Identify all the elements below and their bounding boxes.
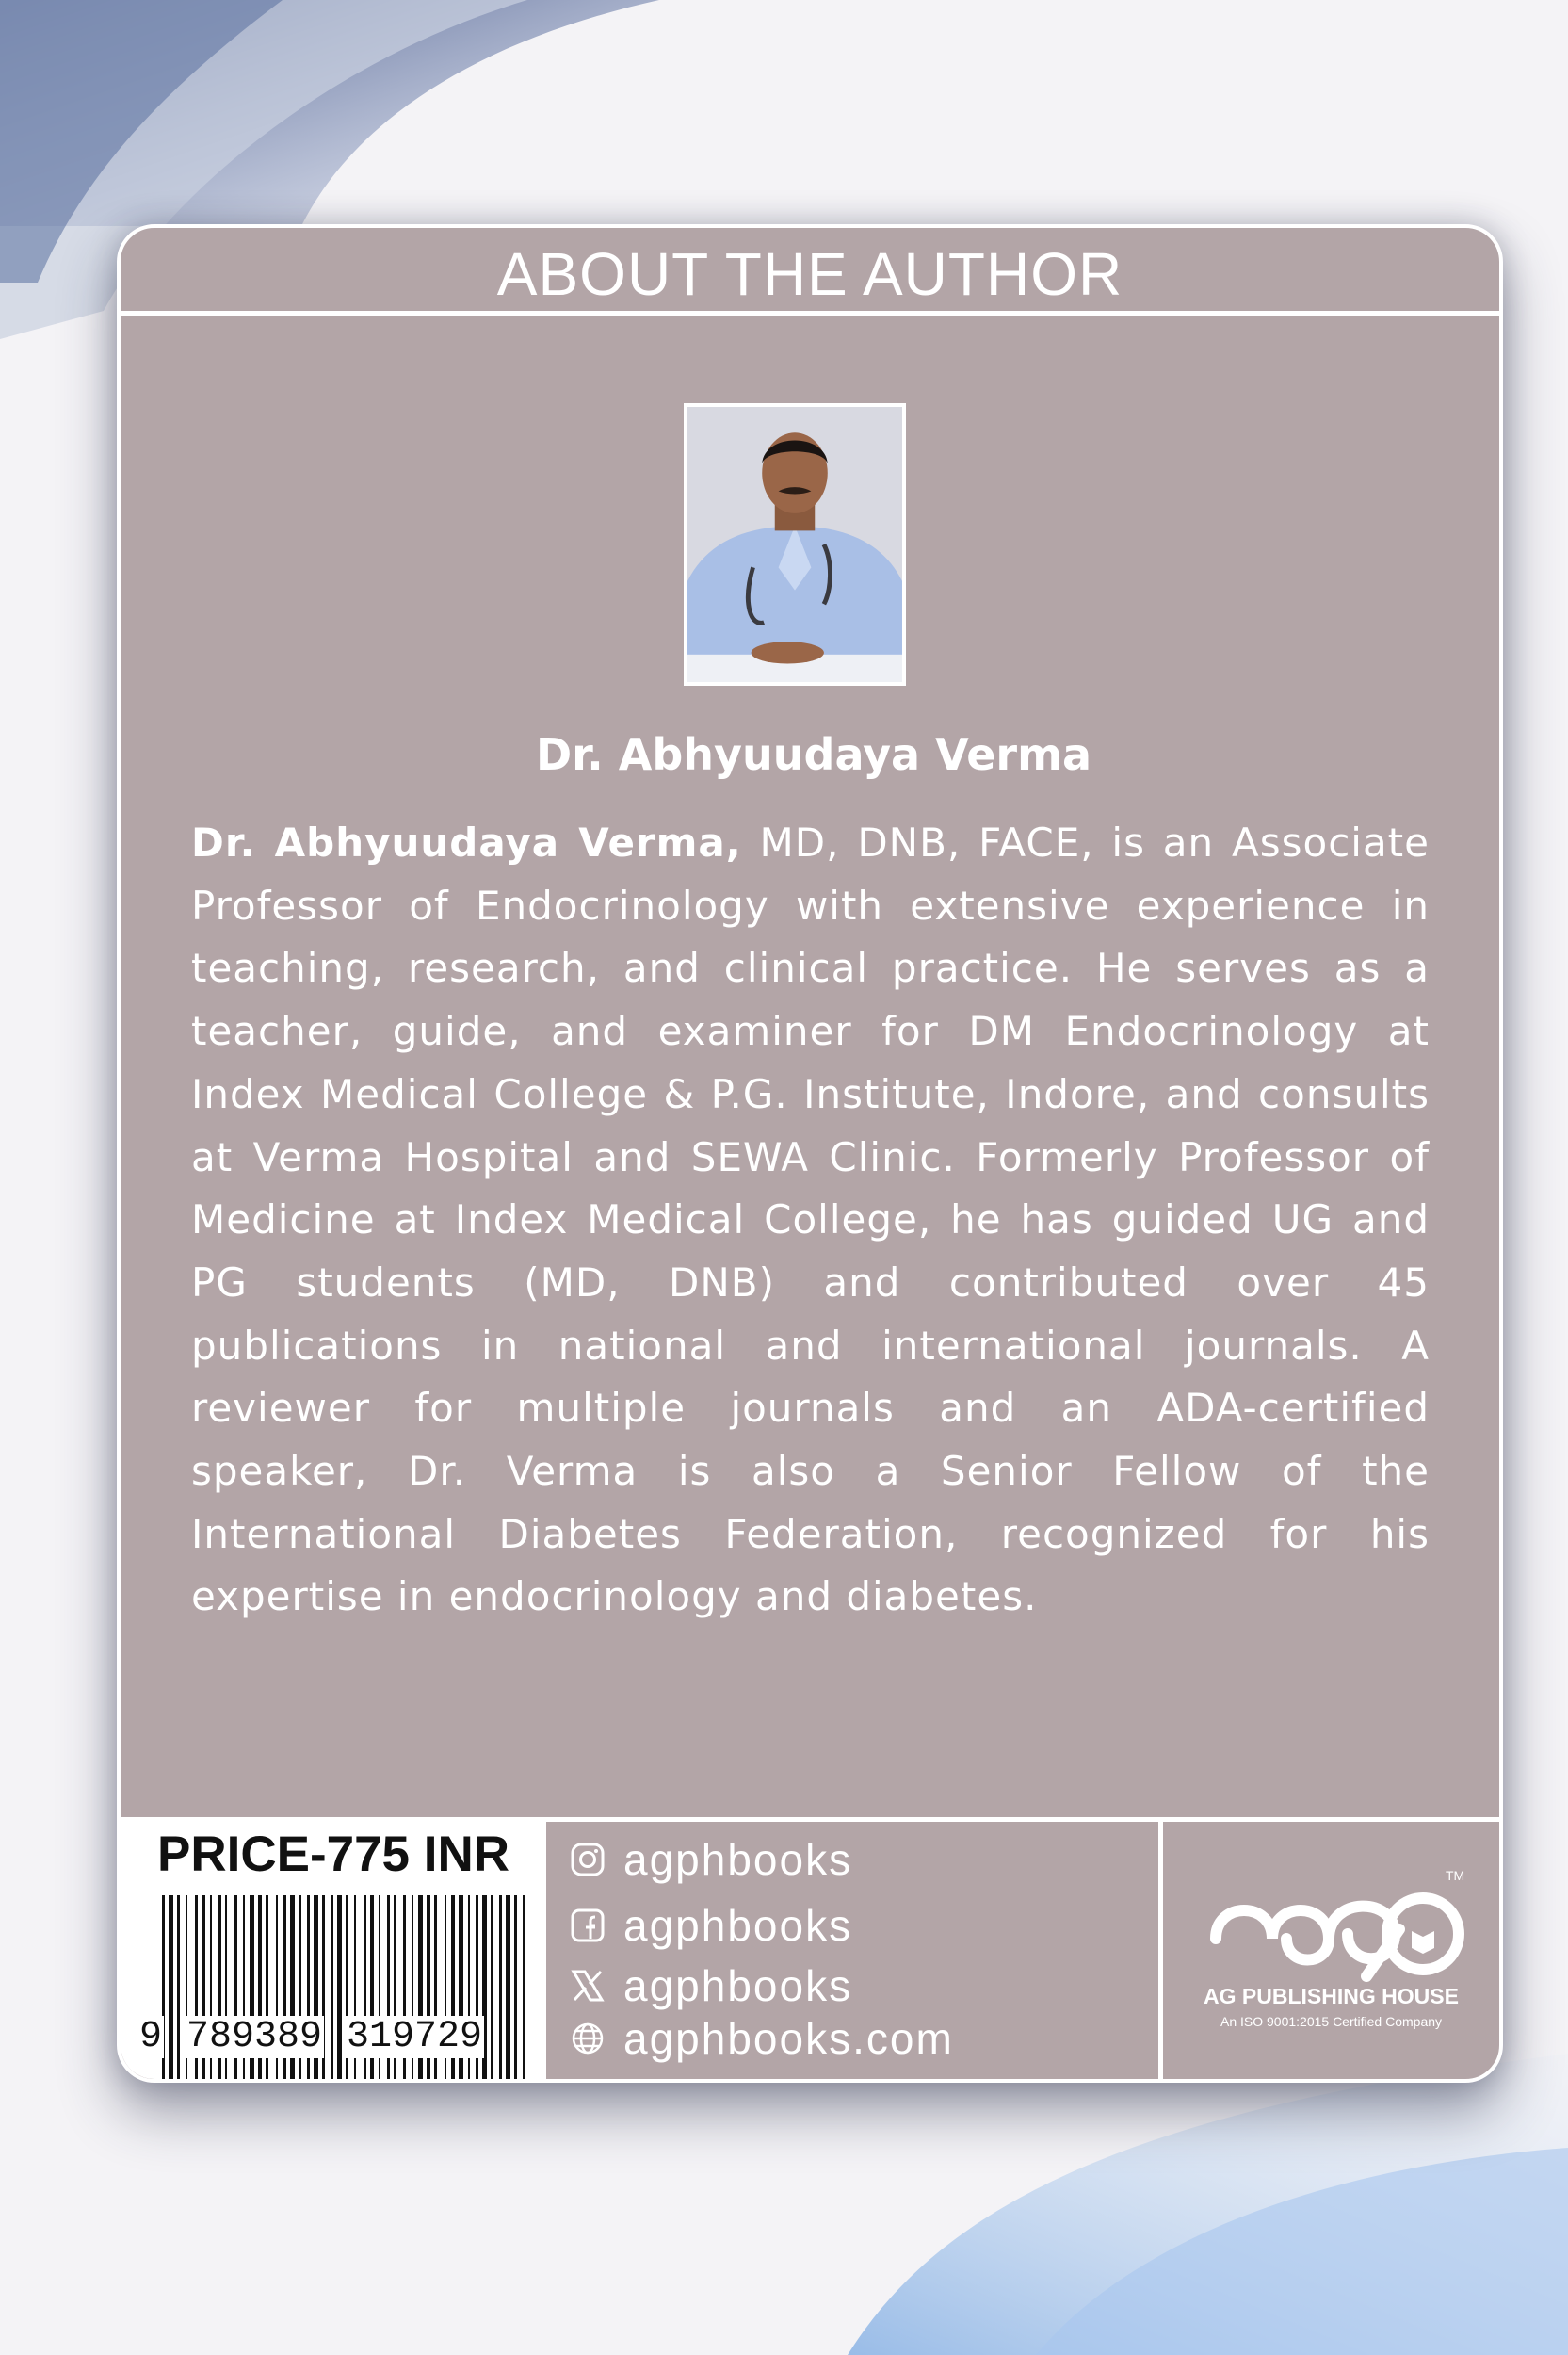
footer-bar xyxy=(121,1817,1499,2083)
social-link-label: agphbooks xyxy=(623,1961,853,2010)
social-link-website[interactable] xyxy=(561,2012,954,2065)
social-link-x[interactable] xyxy=(561,1959,852,2012)
publisher-logo-block xyxy=(1163,1822,1499,2083)
price-label: PRICE-775 INR xyxy=(156,1827,510,1882)
author-bio-lead: Dr. Abhyuudaya Verma, xyxy=(191,820,742,866)
author-name: Dr. Abhyuudaya Verma xyxy=(535,729,1092,780)
social-link-label: agphbooks xyxy=(623,1835,853,1884)
social-link-label: agphbooks.com xyxy=(623,2014,954,2063)
instagram-icon xyxy=(561,1833,614,1886)
globe-icon xyxy=(561,2012,614,2065)
author-photo xyxy=(684,403,906,686)
publisher-tagline: An ISO 9001:2015 Certified Company xyxy=(1220,2014,1443,2029)
isbn-digits xyxy=(137,2016,533,2057)
facebook-icon xyxy=(561,1899,614,1952)
header-bar xyxy=(121,228,1499,316)
x-icon xyxy=(561,1959,614,2012)
price-barcode-box xyxy=(121,1822,546,2083)
page-title: ABOUT THE AUTHOR xyxy=(496,240,1123,308)
social-link-label: agphbooks xyxy=(623,1901,853,1950)
social-link-facebook[interactable] xyxy=(561,1899,852,1952)
social-links xyxy=(546,1822,1163,2083)
trademark-mark: TM xyxy=(1446,1868,1465,1883)
publisher-name: AG PUBLISHING HOUSE xyxy=(1204,1984,1459,2008)
social-link-instagram[interactable] xyxy=(561,1833,852,1886)
isbn-digits-left: 789389 xyxy=(186,2016,323,2058)
agph-logo-icon xyxy=(1197,1863,1470,1986)
about-author-panel xyxy=(117,224,1503,2083)
isbn-digits-right: 319729 xyxy=(347,2016,483,2058)
isbn-digit-first: 9 xyxy=(139,2016,163,2058)
author-bio xyxy=(191,812,1430,1629)
author-bio-text: MD, DNB, FACE, is an Associate Professor of Endocrinology with extensive experience in teaching, research, and clinical practice. He serves as a teacher, guide, and examiner for DM Endocrinology at Index Medical College & P.G. Institute, Indore, and consults at Verma Hospital and SEWA Clinic. Formerly Professor of Medicine at Index Medical College, he has guided UG and PG students (MD, DNB) and contributed over 45 publications in national and international journals. A reviewer for multiple journals and an ADA-certified speaker, Dr. Verma is also a Senior Fellow of the International Diabetes Federation, recognized for his expertise in endocrinology and diabetes. xyxy=(191,820,1430,1620)
